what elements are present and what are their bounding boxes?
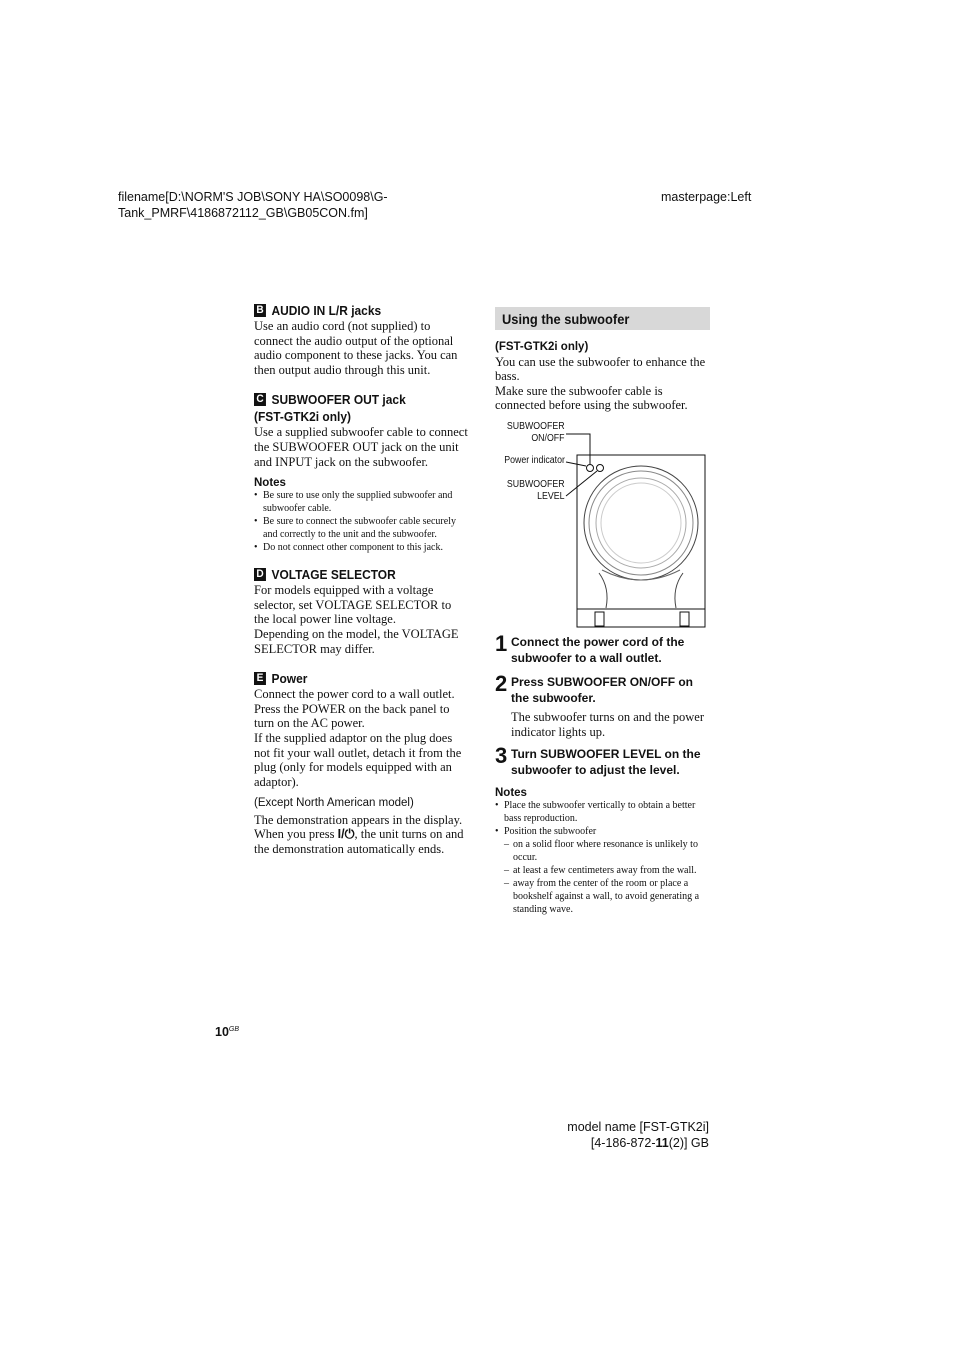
list-item: – away from the center of the room or place a bookshelf against a wall, to avoid generating a standing wave. [504, 877, 710, 916]
section-e-subhead: (Except North American model) [254, 797, 414, 810]
filename-line-1: filename[D:\NORM'S JOB\SONY HA\SO0098\G- [118, 190, 388, 204]
page-number-suffix: GB [228, 1025, 240, 1033]
notes-left-list [254, 489, 469, 554]
step-1-number: 1 [495, 631, 508, 656]
label-onoff-line-1: SUBWOOFER [507, 421, 565, 432]
section-e-body-1: Connect the power cord to a wall outlet. Press the POWER on the back panel to turn on the AC power. [254, 687, 455, 731]
model-footer [560, 1119, 709, 1151]
model-code [560, 1135, 709, 1151]
subwoofer-drawing [480, 418, 720, 632]
section-c-subtitle: (FST-GTK2i only) [254, 409, 352, 425]
label-level-line-1: SUBWOOFER [507, 479, 565, 490]
list-item: – at least a few centimeters away from the wall. [504, 864, 710, 877]
model-name: model name [FST-GTK2i] [567, 1120, 709, 1134]
section-e-body-3b: , the unit turns on and the demonstration automatically ends. [254, 827, 464, 857]
section-d-body-2: Depending on the model, the VOLTAGE SELECTOR may differ. [254, 626, 459, 656]
step-2-text: Press SUBWOOFER ON/OFF on the subwoofer. [511, 675, 694, 705]
step-2-number: 2 [495, 671, 508, 696]
page-number [215, 1025, 239, 1039]
section-c [254, 391, 469, 469]
section-b [254, 302, 469, 377]
notes-right [495, 787, 710, 916]
intro-2: Make sure the subwoofer cable is connected before using the subwoofer. [495, 383, 688, 413]
step-1-text: Connect the power cord of the subwoofer to a wall outlet. [511, 635, 685, 665]
list-item: – on a solid floor where resonance is unlikely to occur. [504, 838, 710, 864]
list-item: • Do not connect other component to this jack. [254, 541, 469, 554]
section-e-title: Power [271, 671, 308, 687]
filename-header [118, 189, 388, 221]
letter-b-badge: B [254, 304, 266, 317]
left-column [254, 302, 469, 857]
position-sublist [504, 838, 710, 916]
section-d-title: VOLTAGE SELECTOR [271, 567, 396, 583]
notes-left [254, 477, 469, 554]
model-code-prefix: [4-186-872- [590, 1136, 656, 1150]
step-2 [495, 671, 710, 706]
step-2-description: The subwoofer turns on and the power indicator lights up. [511, 710, 705, 739]
right-column [495, 307, 710, 413]
notes-left-heading: Notes [254, 477, 286, 490]
subwoofer-figure [480, 418, 720, 632]
model-code-bold: 11 [655, 1136, 669, 1150]
page-number-value: 10 [215, 1025, 229, 1039]
section-banner [495, 307, 710, 330]
masterpage-label: masterpage:Left [661, 190, 752, 204]
letter-e-badge: E [254, 672, 266, 685]
letter-d-badge: D [254, 568, 266, 581]
notes-right-heading: Notes [495, 787, 527, 800]
section-e-body-2: If the supplied adaptor on the plug does not fit your wall outlet, detach it from the plug (only for models equipped with an adaptor). [254, 730, 462, 789]
section-b-title: AUDIO IN L/R jacks [271, 303, 382, 318]
step-1 [495, 631, 710, 666]
power-symbol: I/⏻ [337, 827, 355, 842]
list-item: • Be sure to connect the subwoofer cable securely and correctly to the unit and the subwoofer. [254, 515, 469, 541]
label-power-indicator: Power indicator [504, 455, 565, 466]
steps [495, 631, 710, 916]
section-e-body-3a: The demonstration appears in the display. When you press [254, 812, 463, 842]
step-3-number: 3 [495, 743, 508, 769]
section-e-heading [254, 670, 452, 687]
step-3 [495, 743, 710, 778]
section-c-body: Use a supplied subwoofer cable to connect the SUBWOOFER OUT jack on the unit and INPUT jack on the subwoofer. [254, 425, 468, 469]
section-e [254, 670, 469, 857]
section-d-heading [254, 566, 452, 583]
section-e-body-3 [254, 813, 469, 857]
list-item: • Place the subwoofer vertically to obtain a better bass reproduction. [495, 799, 710, 825]
label-onoff-line-2: ON/OFF [531, 433, 565, 444]
section-d-body-1: For models equipped with a voltage selector, set VOLTAGE SELECTOR to the local power line voltage. [254, 583, 452, 627]
letter-c-badge: C [254, 393, 266, 406]
section-c-title: SUBWOOFER OUT jack [271, 392, 406, 408]
list-item [495, 825, 710, 916]
list-item: • Be sure to use only the supplied subwoofer and subwoofer cable. [254, 489, 469, 515]
notes-right-list [495, 799, 710, 916]
note-position-label: Position the subwoofer [504, 826, 597, 838]
section-b-heading [254, 302, 452, 319]
label-level-line-2: LEVEL [537, 491, 565, 502]
model-heading: (FST-GTK2i only) [495, 341, 589, 353]
section-d [254, 566, 469, 656]
section-b-body: Use an audio cord (not supplied) to connect the audio output of the optional audio component to these jacks. You can then output audio through this unit. [254, 319, 458, 377]
step-3-text: Turn SUBWOOFER LEVEL on the subwoofer to adjust the level. [511, 747, 701, 778]
banner-title: Using the subwoofer [502, 310, 630, 327]
section-c-heading [254, 391, 452, 408]
intro-1: You can use the subwoofer to enhance the bass. [495, 354, 706, 384]
filename-line-2: Tank_PMRF\4186872112_GB\GB05CON.fm] [118, 206, 368, 220]
model-code-suffix: (2)] GB [668, 1136, 709, 1150]
